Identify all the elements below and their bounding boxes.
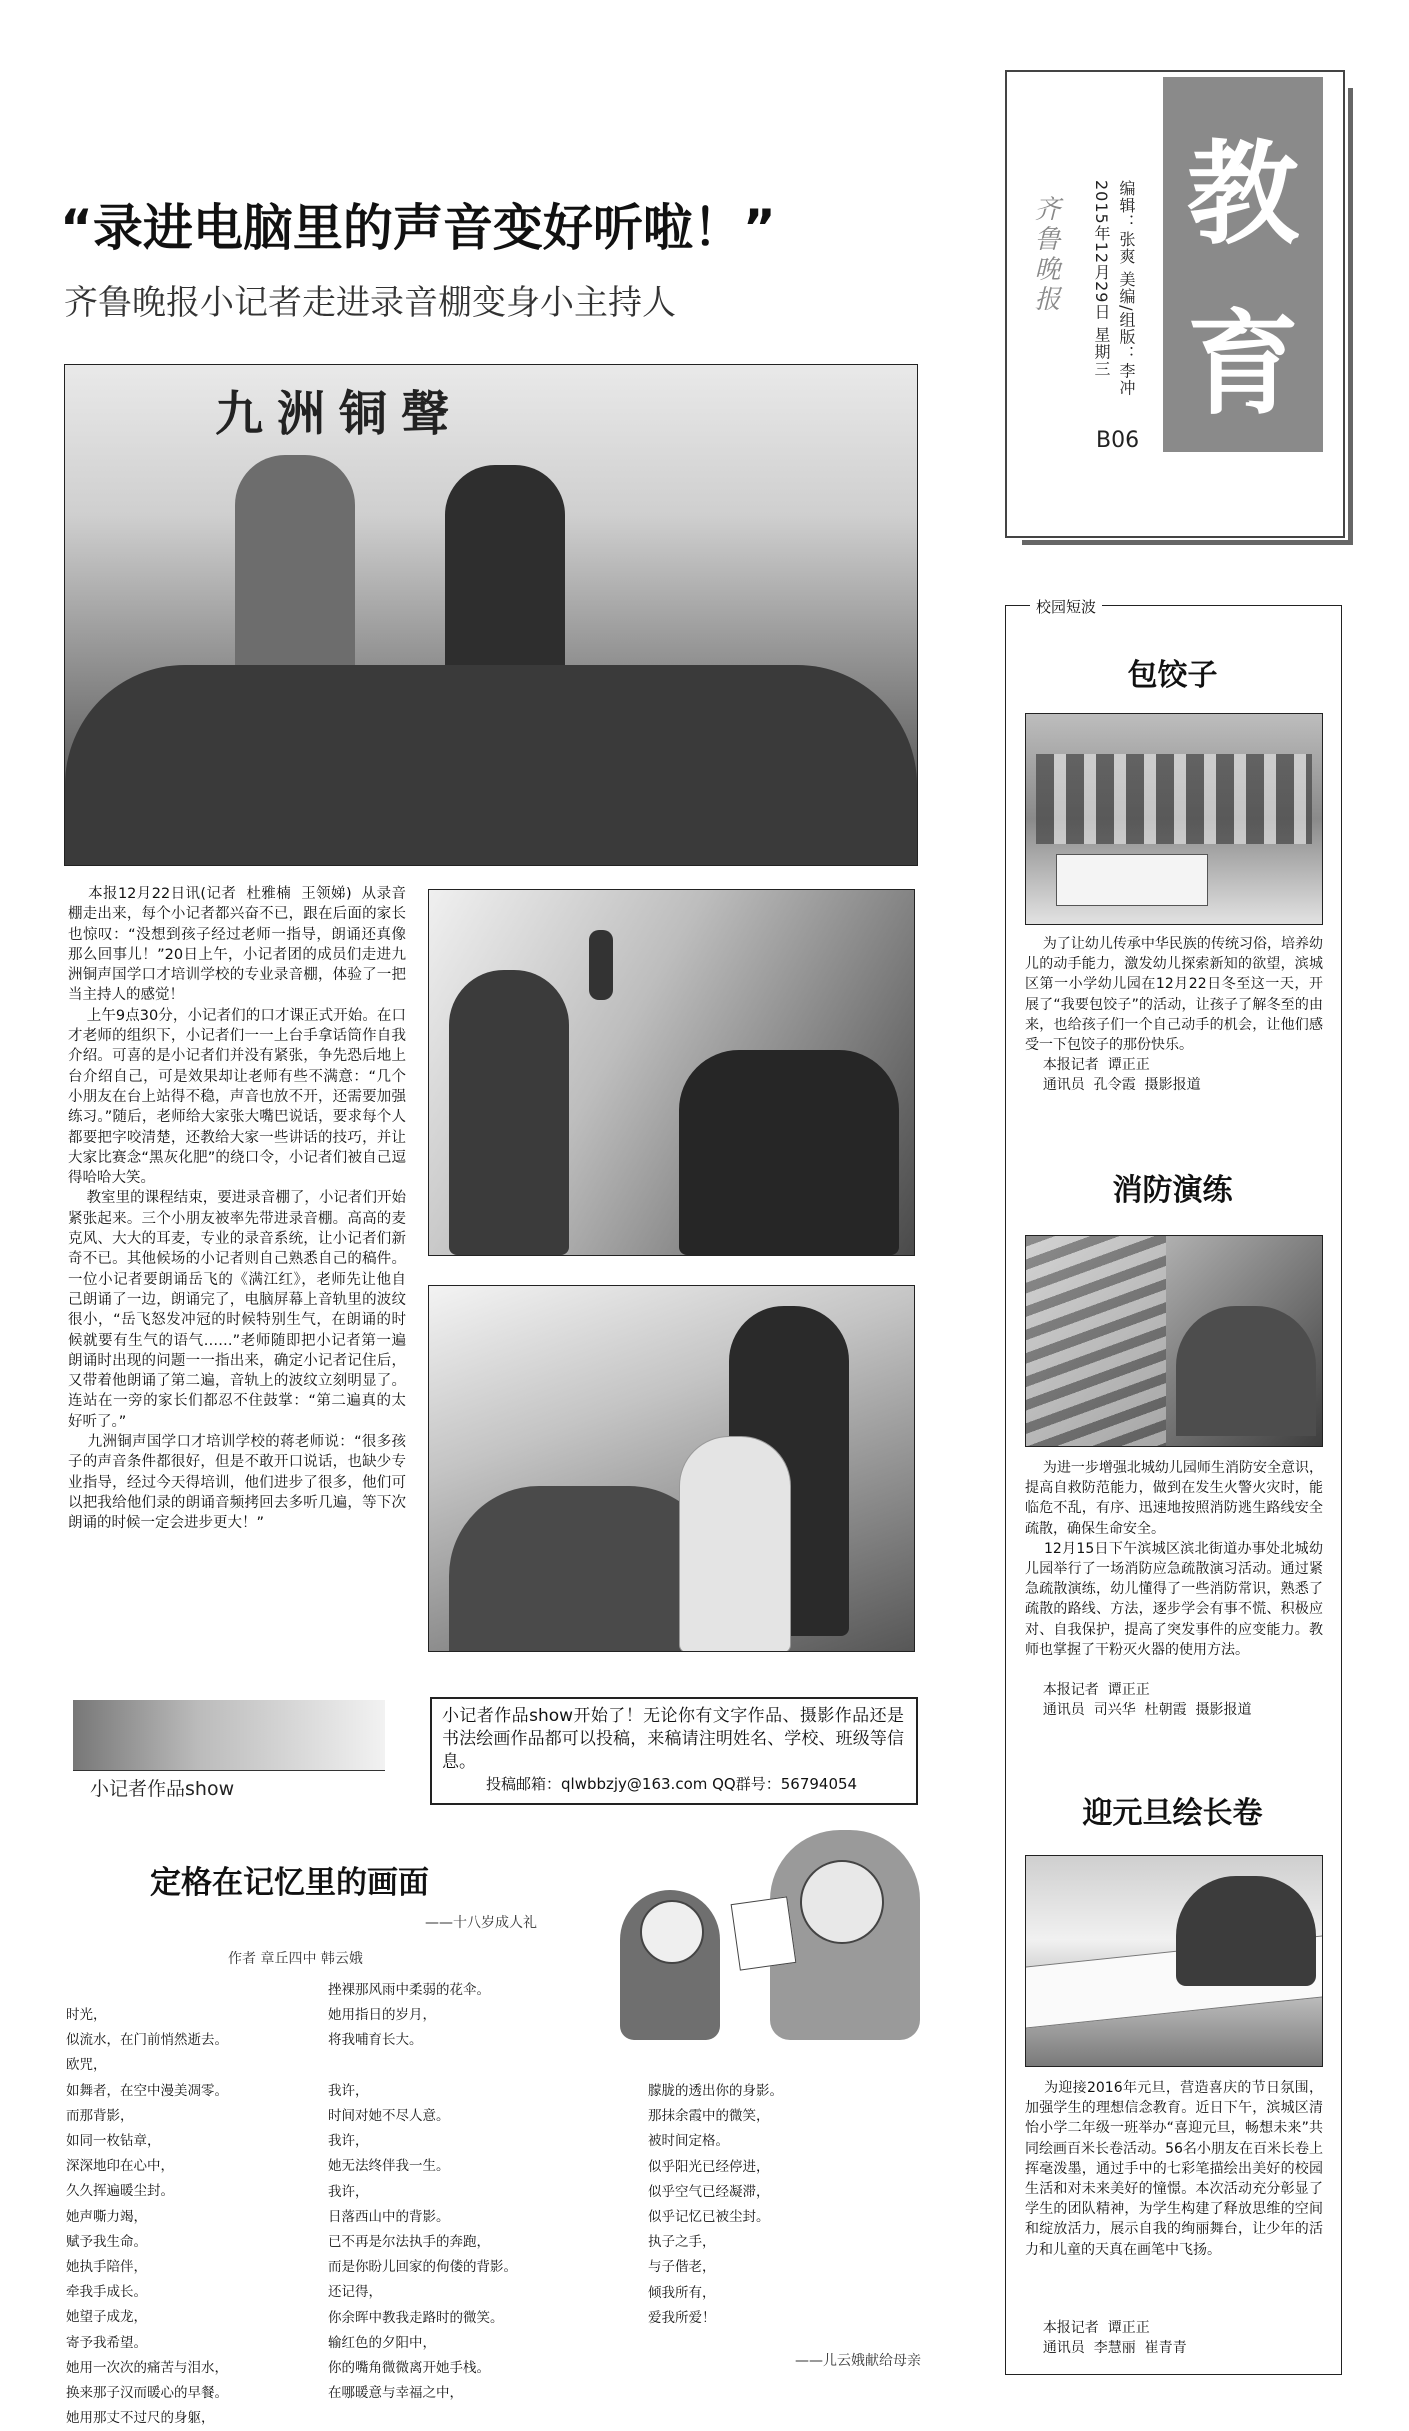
- sidebar-item-body-dumplings: 为了让幼儿传承中华民族的传统习俗，培养幼儿的动手能力，激发幼儿探索新知的欲望，滨城区第一小学幼儿园在12月22日冬至这一天，开展了“我要包饺子”的活动，让孩子了解冬至的由来，也给孩子们一个自己动手的机会，让他们感受一下包饺子的那份快乐。: [1025, 936, 1323, 1054]
- photo-figure-child-white-coat: [679, 1436, 791, 1652]
- poem-caption: ——儿云娥献给母亲: [795, 2353, 921, 2369]
- poem-column-3: 朦胧的透出你的身影。 那抹余霞中的微笑， 被时间定格。 似乎阳光已经停进， 似乎空气已经凝滞， 似乎记忆已被尘封。 执子之手， 与子偕老， 倾我所有， 爱我所爱！: [648, 2083, 783, 2326]
- sidebar-item-credit1-painting: 本报记者 谭正正: [1025, 2320, 1150, 2336]
- date-line: 2015年12月29日 星期三: [1092, 180, 1111, 378]
- page-number: B06: [1096, 428, 1140, 453]
- photo-figure-children-front: [65, 665, 917, 865]
- sidebar-item-credit1-fire-drill: 本报记者 谭正正: [1025, 1682, 1150, 1698]
- poem-column-1: 时光， 似流水，在门前悄然逝去。 欧咒， 如舞者，在空中漫美凋零。 而那背影， 如同一枚钻章， 深深地印在心中， 久久挥遍暖尘封。 她声嘶力竭， 赋予我生命。 她执手陪伴， 牵我手成长。 她望子成龙， 寄予我希望。 她用一次次的痛苦与泪水， 换来那子汉而暖心的早餐。 她用那丈不过尺的身躯，: [66, 2007, 228, 2427]
- photo-classroom: [428, 1285, 915, 1652]
- photo-children-painting: [1176, 1876, 1316, 1986]
- sidebar-item-credit2-painting: 通讯员 李慧丽 崔青青: [1025, 2340, 1187, 2356]
- sidebar-item-title-painting: 迎元旦绘长卷: [1082, 1796, 1263, 1831]
- poem-byline: 作者 章丘四中 韩云娥: [228, 1951, 363, 1967]
- poem-subtitle: ——十八岁成人礼: [425, 1915, 537, 1931]
- sidebar-item-credit2-fire-drill: 通讯员 司兴华 杜朝霞 摄影报道: [1025, 1702, 1252, 1718]
- illustration-paper: [731, 1896, 797, 1970]
- photo-dumplings: [1025, 713, 1323, 925]
- article-subtitle: 齐鲁晚报小记者走进录音棚变身小主持人: [64, 283, 676, 323]
- section-char-1: 教: [1187, 130, 1299, 260]
- photo-figure-teacher-seated: [679, 1050, 899, 1255]
- masthead-logo: 齐鲁晚报: [1030, 195, 1060, 315]
- section-char-2: 育: [1187, 300, 1299, 430]
- illustration-mother-face: [800, 1860, 884, 1944]
- photo-painting-scroll: [1025, 1855, 1323, 2067]
- editor-credits: 编辑：张爽 美编/组版：李冲: [1117, 180, 1136, 397]
- photo-reporters-group: [64, 364, 918, 866]
- photo-recording-booth: [428, 889, 915, 1256]
- illustration-child-face: [640, 1900, 704, 1964]
- show-contact: 投稿邮箱：qlwbbzjy@163.com QQ群号：56794054: [486, 1775, 858, 1793]
- sidebar-item-title-fire-drill: 消防演练: [1112, 1173, 1233, 1208]
- photo-stairs: [1026, 1236, 1166, 1446]
- photo-figure-boy-headphones: [449, 970, 569, 1255]
- photo-children-rows: [1036, 754, 1312, 844]
- sidebar-item-title-dumplings: 包饺子: [1127, 658, 1218, 693]
- sidebar-tag: 校园短波: [1030, 596, 1102, 617]
- photo-fire-drill: [1025, 1235, 1323, 1447]
- show-label: 小记者作品show: [90, 1778, 235, 1800]
- show-notice-text: 小记者作品show开始了！无论你有文字作品、摄影作品还是书法绘画作品都可以投稿，来稿请注明姓名、学校、班级等信息。: [442, 1706, 904, 1772]
- sidebar-item-credit2-dumplings: 通讯员 孔令霞 摄影报道: [1025, 1077, 1201, 1093]
- sidebar-item-body-fire-drill: 为进一步增强北城幼儿园师生消防安全意识，提高自救防范能力，做到在发生火警火灾时，能临危不乱，有序、迅速地按照消防逃生路线安全疏散，确保生命安全。 12月15日下午滨城区滨北街道办事处北城幼儿园举行了一场消防应急疏散演习活动。通过紧急疏散演练，幼儿懂得了一些消防常识，熟悉了疏散的路线、方法，逐步学会有事不慌、积极应对、自我保护，提高了突发事件的应变能力。教师也掌握了干粉灭火器的使用方法。: [1025, 1460, 1323, 1658]
- poem-title: 定格在记忆里的画面: [150, 1865, 429, 1901]
- sidebar-item-body-painting: 为迎接2016年元旦，营造喜庆的节日氛围，加强学生的理想信念教育。近日下午，滨城区清怡小学二年级一班举办“喜迎元旦，畅想未来”共同绘画百米长卷活动。56名小朋友在百米长卷上挥毫泼墨，通过手中的七彩笔描绘出美好的校园生活和对未来美好的憧憬。本次活动充分彰显了学生的团队精神，为学生构建了释放思维的空间和绽放活力，展示自我的绚丽舞台，让少年的活力和儿童的天真在画笔中飞扬。: [1025, 2080, 1323, 2258]
- article-body: 本报12月22日讯(记者 杜雅楠 王领娣) 从录音棚走出来，每个小记者都兴奋不已，跟在后面的家长也惊叹：“没想到孩子经过老师一指导，朗诵还真像那么回事儿！”20日上午，小记者团的成员们走进九洲铜声国学口才培训学校的专业录音棚，体验了一把当主持人的感觉！ 上午9点30分，小记者们的口才课正式开始。在口才老师的组织下，小记者们一一上台手拿话筒作自我介绍。可喜的是小记者们并没有紧张，争先恐后地上台介绍自己，可是效果却让老师有些不满意：“几个小朋友在台上站得不稳，声音也放不开，还需要加强练习。”随后，老师给大家张大嘴巴说话，要求每个人都要把字咬清楚，还教给大家一些讲话的技巧，并让大家比赛念“黑灰化肥”的绕口令，小记者们被自己逗得哈哈大笑。 教室里的课程结束，要进录音棚了，小记者们开始紧张起来。三个小朋友被率先带进录音棚。高高的麦克风、大大的耳麦，专业的录音系统，让小记者们新奇不已。其他候场的小记者则自己熟悉自己的稿件。一位小记者要朗诵岳飞的《满江红》，老师先让他自己朗诵了一边，朗诵完了，电脑屏幕上音轨里的波纹很小，“岳飞怒发冲冠的时候特别生气，在朗诵的时候就要有生气的语气……”老师随即把小记者第一遍朗诵时出现的问题一一指出来，确定小记者记住后，又带着他朗诵了第二遍，音轨上的波纹立刻明显了。连站在一旁的家长们都忍不住鼓掌：“第二遍真的太好听了。” 九洲铜声国学口才培训学校的蒋老师说：“很多孩子的声音条件都很好，但是不敢开口说话，也缺少专业指导，经过今天得培训，他们进步了很多，他们可以把我给他们录的朗诵音频拷回去多听几遍，等下次朗诵的时候一定会进步更大！”: [68, 886, 406, 1532]
- poem-column-2: 挫裸那风雨中柔弱的花伞。 她用指日的岁月， 将我哺育长大。 我许， 时间对她不尽人意。 我许， 她无法终伴我一生。 我许， 日落西山中的背影。 已不再是尔法执手的奔跑， 而是你盼儿回家的佝偻的背影。 还记得， 你余晖中教我走路时的微笑。 输红色的夕阳中， 你的嘴角微微离开她手栈。 在哪暖意与幸福之中，: [328, 1982, 517, 2402]
- show-banner: [73, 1700, 385, 1771]
- photo-microphone: [589, 930, 613, 1000]
- show-notice-box: [430, 1697, 918, 1805]
- sidebar-item-credit1-dumplings: 本报记者 谭正正: [1025, 1057, 1150, 1073]
- poem-illustration: [600, 1830, 930, 2050]
- article-title: “录进电脑里的声音变好听啦！”: [60, 199, 776, 257]
- photo-dumpling-tray: [1056, 854, 1208, 906]
- photo-studio-sign: 九洲铜聲: [215, 386, 464, 442]
- photo-children-line: [1176, 1306, 1316, 1436]
